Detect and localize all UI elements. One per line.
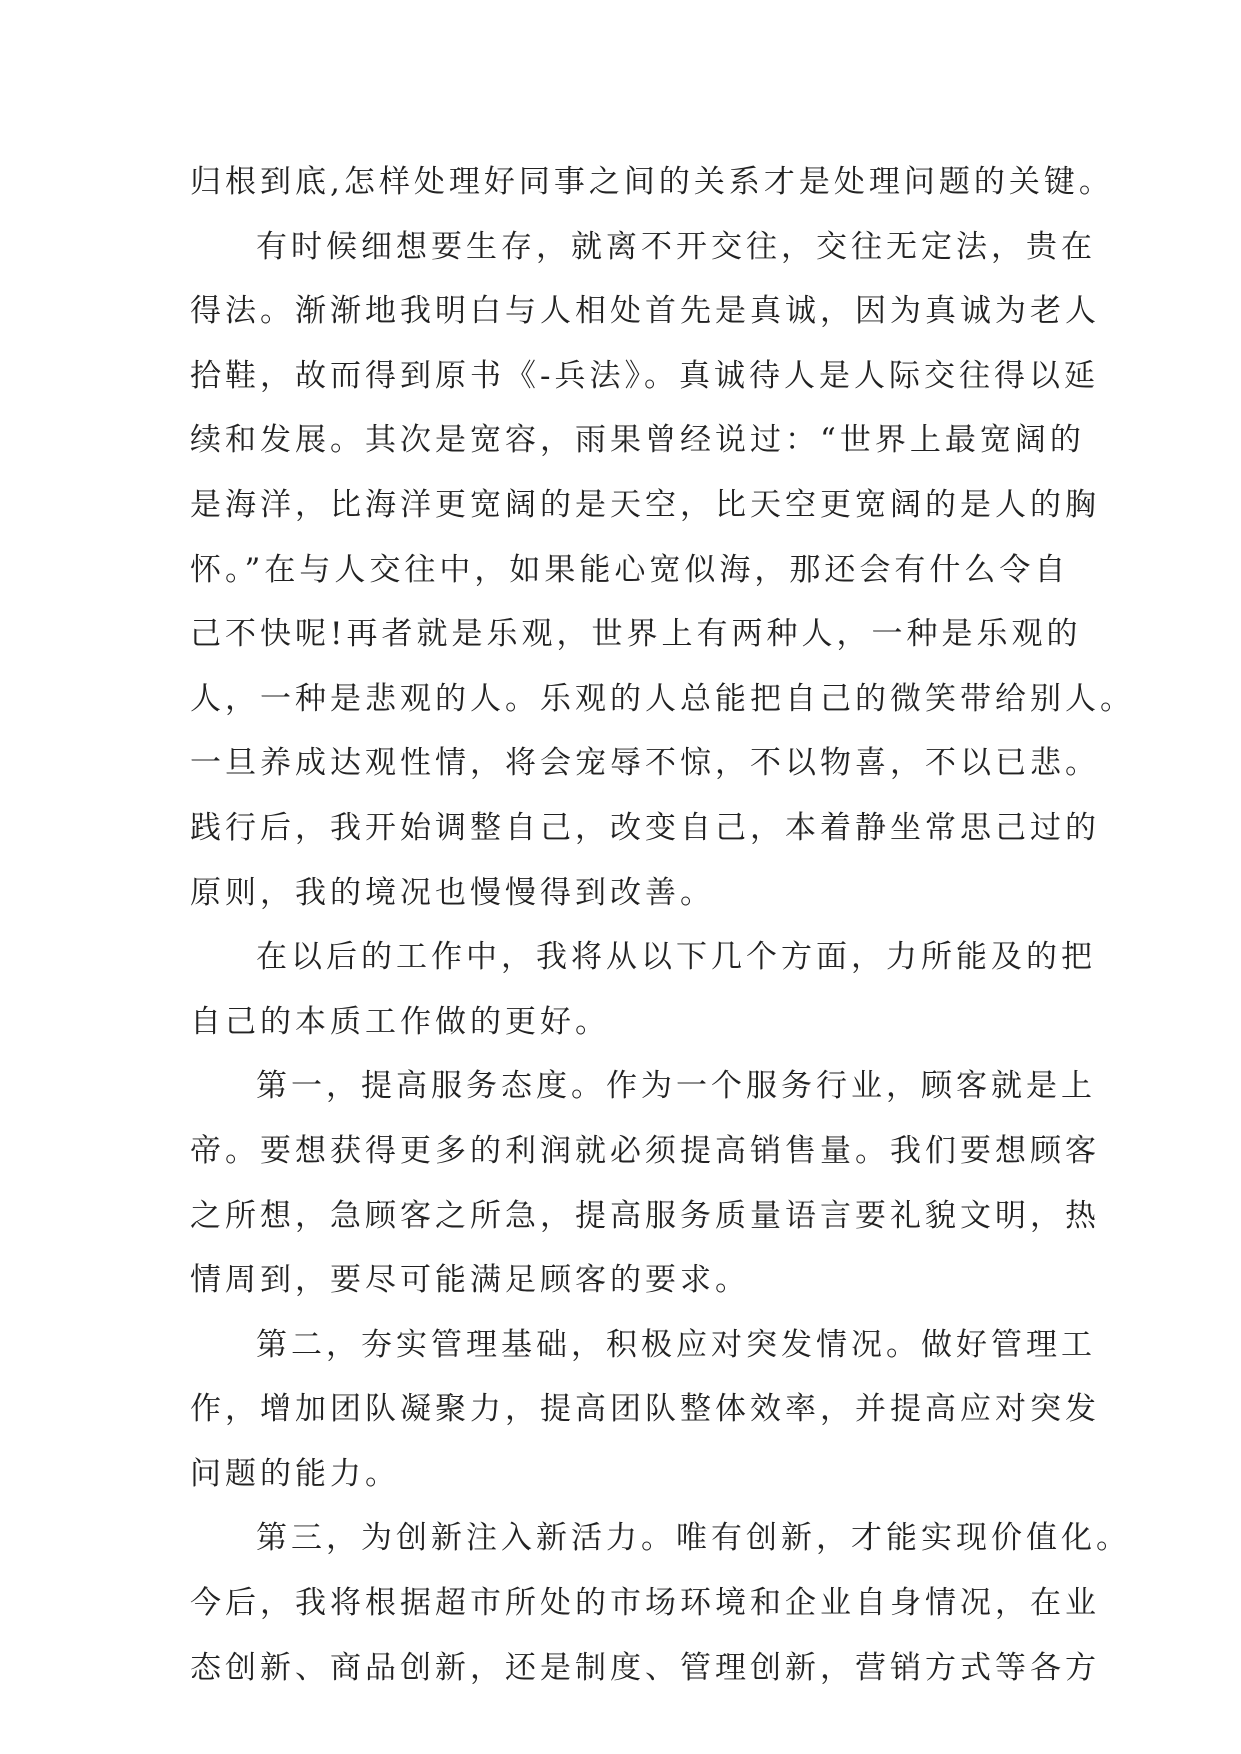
paragraph-start-line: 在以后的工作中，我将从以下几个方面，力所能及的把 (256, 939, 1096, 976)
text-line: 问题的能力。 (190, 1455, 400, 1492)
text-line: 一旦养成达观性情，将会宠辱不惊，不以物喜，不以已悲。 (190, 745, 1100, 782)
text-line: 归根到底,怎样处理好同事之间的关系才是处理问题的关键。 (190, 164, 1114, 200)
paragraph-start-line: 第三，为创新注入新活力。唯有创新，才能实现价值化。 (256, 1520, 1131, 1557)
text-line: 人，一种是悲观的人。乐观的人总能把自己的微笑带给别人。 (190, 680, 1135, 717)
paragraph-start-line: 有时候细想要生存，就离不开交往，交往无定法，贵在 (256, 228, 1096, 265)
text-line: 是海洋，比海洋更宽阔的是天空，比天空更宽阔的是人的胸 (190, 486, 1100, 523)
paragraph-start-line: 第二，夯实管理基础，积极应对突发情况。做好管理工 (256, 1326, 1096, 1363)
text-line: 原则，我的境况也慢慢得到改善。 (190, 874, 715, 911)
text-line: 情周到，要尽可能满足顾客的要求。 (190, 1262, 750, 1299)
text-line: 拾鞋，故而得到原书《-兵法》。真诚待人是人际交往得以延 (190, 357, 1099, 394)
text-line: 自己的本质工作做的更好。 (190, 1003, 610, 1040)
text-line: 续和发展。其次是宽容，雨果曾经说过：“世界上最宽阔的 (190, 422, 1085, 459)
text-line: 之所想，急顾客之所急，提高服务质量语言要礼貌文明，热 (190, 1197, 1100, 1234)
text-line: 帝。要想获得更多的利润就必须提高销售量。我们要想顾客 (190, 1132, 1100, 1169)
text-line: 得法。渐渐地我明白与人相处首先是真诚，因为真诚为老人 (190, 293, 1100, 330)
text-line: 己不快呢!再者就是乐观，世界上有两种人，一种是乐观的 (190, 616, 1082, 653)
text-line: 今后，我将根据超市所处的市场环境和企业自身情况，在业 (190, 1585, 1100, 1622)
text-line: 践行后，我开始调整自己，改变自己，本着静坐常思己过的 (190, 809, 1100, 846)
text-line: 态创新、商品创新，还是制度、管理创新，营销方式等各方 (190, 1649, 1100, 1686)
text-line: 怀。”在与人交往中，如果能心宽似海，那还会有什么令自 (190, 551, 1070, 588)
paragraph-start-line: 第一，提高服务态度。作为一个服务行业，顾客就是上 (256, 1068, 1096, 1105)
text-line: 作，增加团队凝聚力，提高团队整体效率，并提高应对突发 (190, 1391, 1100, 1428)
body-text (190, 150, 1135, 1700)
